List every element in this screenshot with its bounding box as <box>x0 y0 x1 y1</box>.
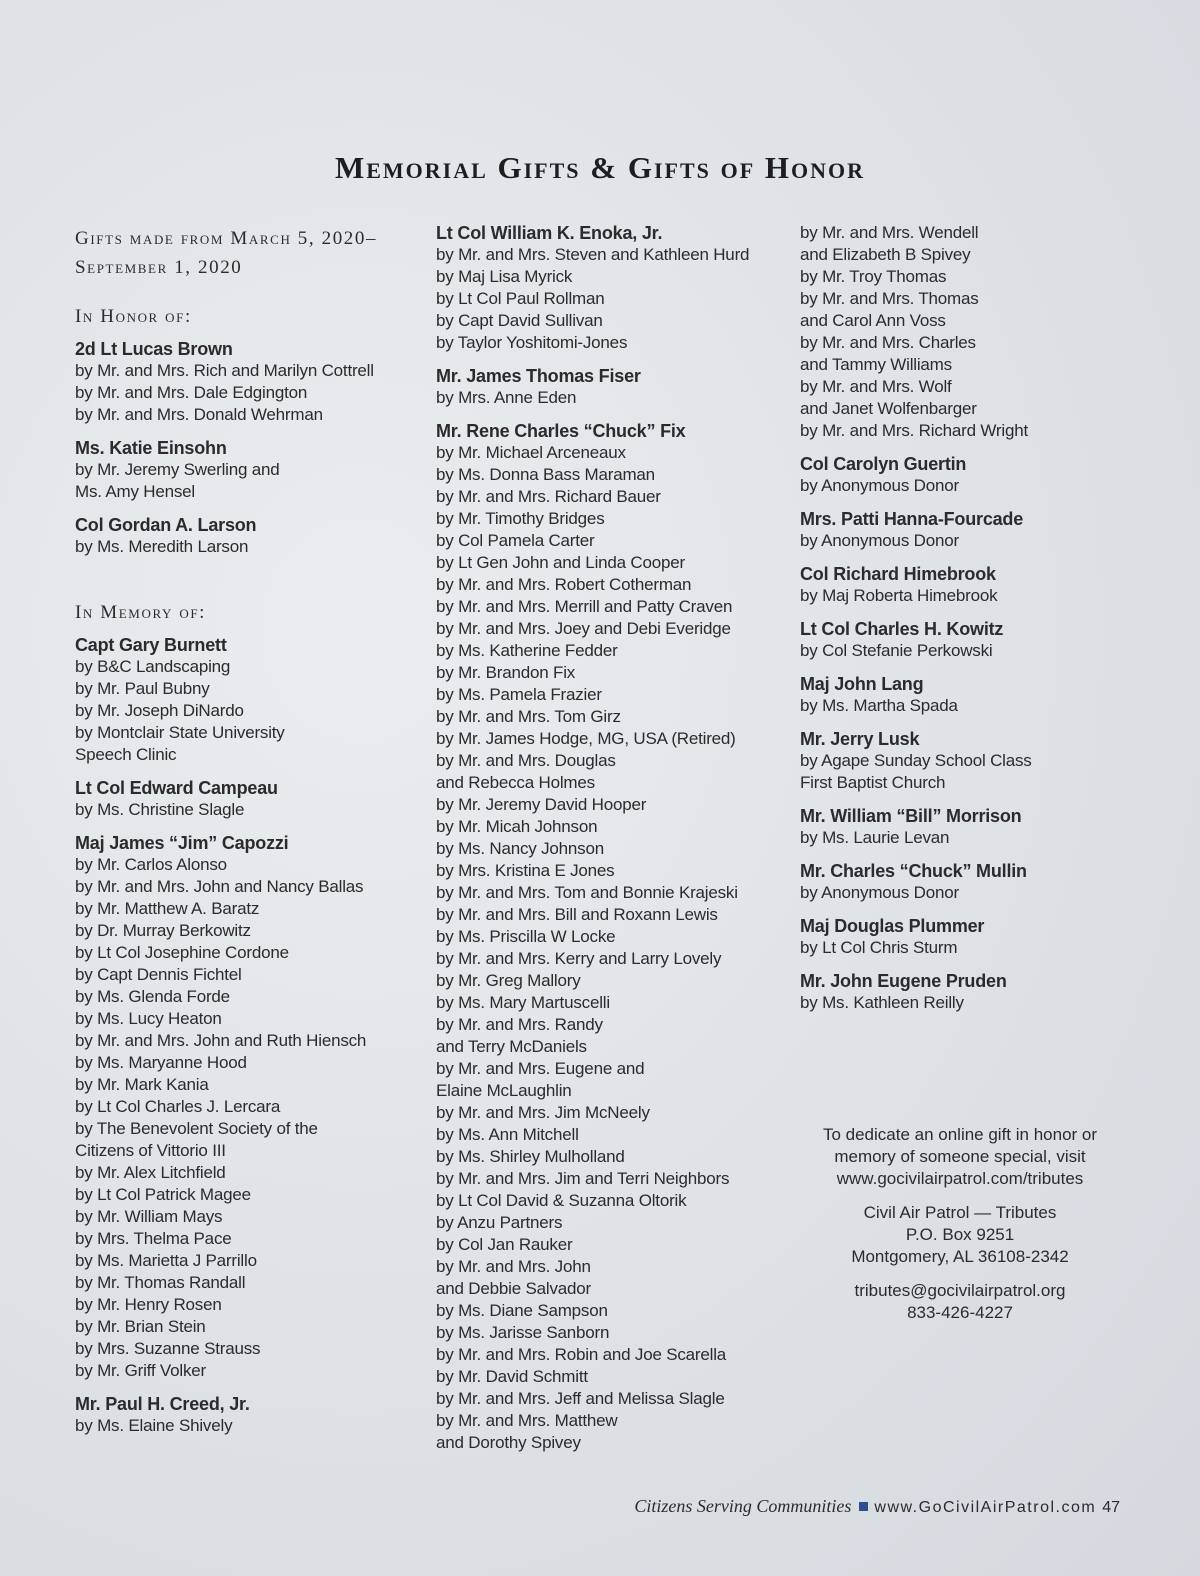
donor-line: by Lt Col Patrick Magee <box>75 1185 251 1204</box>
donor-line: by Ms. Glenda Forde <box>75 987 230 1006</box>
donor-line: and Terry McDaniels <box>436 1037 587 1056</box>
donor-line: by Dr. Murray Berkowitz <box>75 921 251 940</box>
donor-line: by Mrs. Kristina E Jones <box>436 861 615 880</box>
donor-line: by Mr. and Mrs. Merrill and Patty Craven <box>436 597 733 616</box>
honoree-name: Mr. Rene Charles “Chuck” Fix <box>436 421 686 441</box>
donor-line: by Ms. Pamela Frazier <box>436 685 602 704</box>
donor-line: by Ms. Elaine Shively <box>75 1416 233 1435</box>
donor-line: by Mr. and Mrs. Dale Edgington <box>75 383 308 402</box>
donor-line: by Mr. Griff Volker <box>75 1361 206 1380</box>
donor-line: by The Benevolent Society of the <box>75 1119 318 1138</box>
donor-line: by Ms. Ann Mitchell <box>436 1125 579 1144</box>
donor-line: by Mr. and Mrs. Richard Bauer <box>436 487 661 506</box>
donor-line: by Mr. and Mrs. John and Ruth Hiensch <box>75 1031 367 1050</box>
donor-line: by Lt Col Josephine Cordone <box>75 943 289 962</box>
donor-line: by Mr. David Schmitt <box>436 1367 588 1386</box>
donor-line: by Lt Col Chris Sturm <box>800 938 958 957</box>
donor-line: by Ms. Laurie Levan <box>800 828 950 847</box>
donor-line: by Mr. and Mrs. Randy <box>436 1015 603 1034</box>
donor-line: by Ms. Lucy Heaton <box>75 1009 222 1028</box>
donor-line: by Mr. and Mrs. Robin and Joe Scarella <box>436 1345 727 1364</box>
honoree-name: Col Richard Himebrook <box>800 564 996 584</box>
dedicate-text <box>800 1124 1120 1190</box>
donor-line: by Mr. Brandon Fix <box>436 663 576 682</box>
donor-line: by Mr. William Mays <box>75 1207 223 1226</box>
memory-list-col3 <box>800 453 1145 1014</box>
donor-line: by Mr. and Mrs. Douglas <box>436 751 616 770</box>
text-line: tributes@gocivilairpatrol.org <box>854 1281 1066 1300</box>
donor-line: by Montclair State University <box>75 723 285 742</box>
donor-line: by Mr. and Mrs. Matthew <box>436 1411 618 1430</box>
donor-line: by Col Stefanie Perkowski <box>800 641 993 660</box>
donor-line: by Anonymous Donor <box>800 476 959 495</box>
donor-line: by Mr. James Hodge, MG, USA (Retired) <box>436 729 736 748</box>
text-line: by Mr. and Mrs. Richard Wright <box>800 421 1028 440</box>
donor-line: by Mr. and Mrs. Eugene and <box>436 1059 645 1078</box>
text-line: by Mr. and Mrs. Thomas <box>800 289 979 308</box>
donor-line: by Ms. Diane Sampson <box>436 1301 608 1320</box>
donor-line: by Mr. and Mrs. Kerry and Larry Lovely <box>436 949 722 968</box>
donor-line: by Mr. Jeremy Swerling and <box>75 460 280 479</box>
tribute-entry <box>800 563 1145 607</box>
tribute-entry <box>75 634 420 766</box>
text-line: Montgomery, AL 36108-2342 <box>851 1247 1069 1266</box>
page-footer <box>634 1496 1120 1517</box>
donor-line: by Ms. Kathleen Reilly <box>800 993 964 1012</box>
page-title: Memorial Gifts & Gifts of Honor <box>334 150 866 185</box>
donor-line: by Mr. Thomas Randall <box>75 1273 246 1292</box>
honoree-name: Col Gordan A. Larson <box>75 515 257 535</box>
tribute-entry <box>800 915 1145 959</box>
text-line: 833-426-4227 <box>907 1303 1013 1322</box>
text-line: by Mr. and Mrs. Wendell <box>800 223 979 242</box>
tribute-entry <box>800 618 1145 662</box>
donor-line: by Ms. Nancy Johnson <box>436 839 604 858</box>
donor-line: and Dorothy Spivey <box>436 1433 581 1452</box>
page-number: 47 <box>1102 1499 1120 1516</box>
tribute-entry <box>800 673 1145 717</box>
donor-line: by Lt Col Charles J. Lercara <box>75 1097 281 1116</box>
donor-line: by Mrs. Suzanne Strauss <box>75 1339 261 1358</box>
tribute-entry <box>800 453 1145 497</box>
donor-line: by Ms. Priscilla W Locke <box>436 927 616 946</box>
text-line: by Mr. and Mrs. Wolf <box>800 377 952 396</box>
donor-line: by Mr. and Mrs. John <box>436 1257 591 1276</box>
tribute-info <box>800 1124 1120 1336</box>
donor-line: by Ms. Mary Martuscelli <box>436 993 610 1012</box>
footer-url[interactable]: www.GoCivilAirPatrol.com <box>874 1499 1097 1516</box>
donor-line: by Ms. Jarisse Sanborn <box>436 1323 610 1342</box>
text-line: and Tammy Williams <box>800 355 952 374</box>
donor-line: by Mrs. Anne Eden <box>436 388 577 407</box>
text-line: Civil Air Patrol — Tributes <box>863 1203 1057 1222</box>
continued-donor-list <box>800 222 1145 442</box>
tribute-entry <box>800 805 1145 849</box>
donor-line: Citizens of Vittorio III <box>75 1141 226 1160</box>
donor-line: by Capt David Sullivan <box>436 311 603 330</box>
honoree-name: Mrs. Patti Hanna-Fourcade <box>800 509 1024 529</box>
donor-line: Speech Clinic <box>75 745 177 764</box>
text-line: To dedicate an online gift in honor or <box>822 1125 1098 1144</box>
donor-line: by Mr. and Mrs. Tom Girz <box>436 707 621 726</box>
donor-line: Ms. Amy Hensel <box>75 482 196 501</box>
honoree-name: Maj James “Jim” Capozzi <box>75 833 289 853</box>
tribute-entry <box>75 514 420 558</box>
text-line: and Carol Ann Voss <box>800 311 946 330</box>
donor-line: and Debbie Salvador <box>436 1279 591 1298</box>
honoree-name: Col Carolyn Guertin <box>800 454 967 474</box>
donor-line: by Mr. Michael Arceneaux <box>436 443 626 462</box>
donor-line: by Mr. Matthew A. Baratz <box>75 899 260 918</box>
text-line: memory of someone special, visit <box>834 1147 1086 1166</box>
tribute-entry <box>436 365 781 409</box>
donor-line: by Mr. and Mrs. Jeff and Melissa Slagle <box>436 1389 725 1408</box>
donor-line: by Lt Col David & Suzanna Oltorik <box>436 1191 687 1210</box>
tribute-entry <box>800 508 1145 552</box>
donor-line: by Col Jan Rauker <box>436 1235 573 1254</box>
tribute-entry <box>800 860 1145 904</box>
donor-line: and Rebecca Holmes <box>436 773 595 792</box>
square-bullet-icon <box>859 1502 868 1511</box>
donor-line: by Ms. Katherine Fedder <box>436 641 618 660</box>
tribute-entry <box>800 728 1145 794</box>
tribute-entry <box>75 832 420 1382</box>
donor-line: by Col Pamela Carter <box>436 531 595 550</box>
donor-line: Elaine McLaughlin <box>436 1081 572 1100</box>
memory-list-col1 <box>75 634 420 1437</box>
donor-line: by Ms. Donna Bass Maraman <box>436 465 655 484</box>
tribute-entry <box>75 1393 420 1437</box>
contact-info <box>800 1280 1120 1324</box>
text-line: by Mr. Troy Thomas <box>800 267 947 286</box>
donor-line: by Mr. and Mrs. Jim and Terri Neighbors <box>436 1169 730 1188</box>
donor-line: by Anonymous Donor <box>800 531 959 550</box>
donor-line: by Mr. Paul Bubny <box>75 679 210 698</box>
column-3 <box>800 222 1145 1025</box>
donor-line: by Mr. Timothy Bridges <box>436 509 605 528</box>
in-honor-heading: In Honor of: <box>75 306 192 327</box>
text-line: and Elizabeth B Spivey <box>800 245 971 264</box>
honoree-name: Mr. William “Bill” Morrison <box>800 806 1022 826</box>
in-memory-heading: In Memory of: <box>75 602 207 623</box>
tribute-entry <box>75 437 420 503</box>
donor-line: by Ms. Christine Slagle <box>75 800 245 819</box>
column-2 <box>436 222 781 1465</box>
donor-line: by Mr. Greg Mallory <box>436 971 581 990</box>
tribute-entry <box>436 222 781 354</box>
honoree-name: Mr. Jerry Lusk <box>800 729 920 749</box>
honoree-name: Mr. James Thomas Fiser <box>436 366 641 386</box>
memory-list-col2 <box>436 222 781 1454</box>
donor-line: by Mr. and Mrs. John and Nancy Ballas <box>75 877 364 896</box>
text-line: and Janet Wolfenbarger <box>800 399 977 418</box>
donor-line: by Mr. Joseph DiNardo <box>75 701 244 720</box>
donor-line: by Lt Col Paul Rollman <box>436 289 605 308</box>
donor-line: by Mr. Mark Kania <box>75 1075 209 1094</box>
honoree-name: Ms. Katie Einsohn <box>75 438 227 458</box>
donor-line: by Ms. Martha Spada <box>800 696 958 715</box>
footer-tagline: Citizens Serving Communities <box>634 1496 852 1516</box>
honoree-name: Mr. Paul H. Creed, Jr. <box>75 1394 250 1414</box>
donor-line: by Mr. Jeremy David Hooper <box>436 795 647 814</box>
donor-line: by Capt Dennis Fichtel <box>75 965 242 984</box>
donor-line: by Mr. Carlos Alonso <box>75 855 227 874</box>
honoree-name: Lt Col William K. Enoka, Jr. <box>436 223 663 243</box>
donor-line: by Mr. and Mrs. Joey and Debi Everidge <box>436 619 731 638</box>
honoree-name: 2d Lt Lucas Brown <box>75 339 233 359</box>
donor-line: by Ms. Marietta J Parrillo <box>75 1251 257 1270</box>
donor-line: by Mr. and Mrs. Bill and Roxann Lewis <box>436 905 718 924</box>
donor-line: by Mr. and Mrs. Rich and Marilyn Cottrell <box>75 361 374 380</box>
donor-line: by Mr. Brian Stein <box>75 1317 206 1336</box>
column-1 <box>75 222 420 1448</box>
donor-line: by Lt Gen John and Linda Cooper <box>436 553 685 572</box>
donor-line: by Mr. Micah Johnson <box>436 817 598 836</box>
donor-line: by Ms. Maryanne Hood <box>75 1053 247 1072</box>
text-line: P.O. Box 9251 <box>905 1225 1015 1244</box>
donor-line: by B&C Landscaping <box>75 657 231 676</box>
tribute-entry <box>75 338 420 426</box>
donor-line: by Mr. and Mrs. Tom and Bonnie Krajeski <box>436 883 738 902</box>
honoree-name: Mr. John Eugene Pruden <box>800 971 1007 991</box>
donor-line: by Maj Roberta Himebrook <box>800 586 998 605</box>
donor-line: by Mrs. Thelma Pace <box>75 1229 232 1248</box>
honor-list <box>75 338 420 558</box>
donor-line: by Anonymous Donor <box>800 883 959 902</box>
date-range-heading: Gifts made from March 5, 2020–September 1, 2020 <box>75 228 378 278</box>
donor-line: by Maj Lisa Myrick <box>436 267 573 286</box>
donor-line: by Mr. Henry Rosen <box>75 1295 222 1314</box>
donor-line: First Baptist Church <box>800 773 946 792</box>
donor-line: by Mr. and Mrs. Donald Wehrman <box>75 405 323 424</box>
tribute-entry <box>436 420 781 1454</box>
honoree-name: Maj John Lang <box>800 674 924 694</box>
donor-line: by Mr. and Mrs. Steven and Kathleen Hurd <box>436 245 750 264</box>
donor-line: by Ms. Shirley Mulholland <box>436 1147 625 1166</box>
text-line: www.gocivilairpatrol.com/tributes <box>836 1169 1084 1188</box>
donor-line: by Anzu Partners <box>436 1213 563 1232</box>
donor-line: by Taylor Yoshitomi-Jones <box>436 333 628 352</box>
honoree-name: Lt Col Charles H. Kowitz <box>800 619 1004 639</box>
donor-line: by Mr. Alex Litchfield <box>75 1163 226 1182</box>
honoree-name: Mr. Charles “Chuck” Mullin <box>800 861 1027 881</box>
tribute-entry <box>75 777 420 821</box>
donor-line: by Mr. and Mrs. Jim McNeely <box>436 1103 650 1122</box>
tribute-entry <box>800 970 1145 1014</box>
donor-line: by Agape Sunday School Class <box>800 751 1032 770</box>
donor-line: by Mr. and Mrs. Robert Cotherman <box>436 575 692 594</box>
honoree-name: Maj Douglas Plummer <box>800 916 985 936</box>
honoree-name: Lt Col Edward Campeau <box>75 778 278 798</box>
donor-line: by Ms. Meredith Larson <box>75 537 249 556</box>
text-line: by Mr. and Mrs. Charles <box>800 333 976 352</box>
honoree-name: Capt Gary Burnett <box>75 635 227 655</box>
mailing-address <box>800 1202 1120 1268</box>
